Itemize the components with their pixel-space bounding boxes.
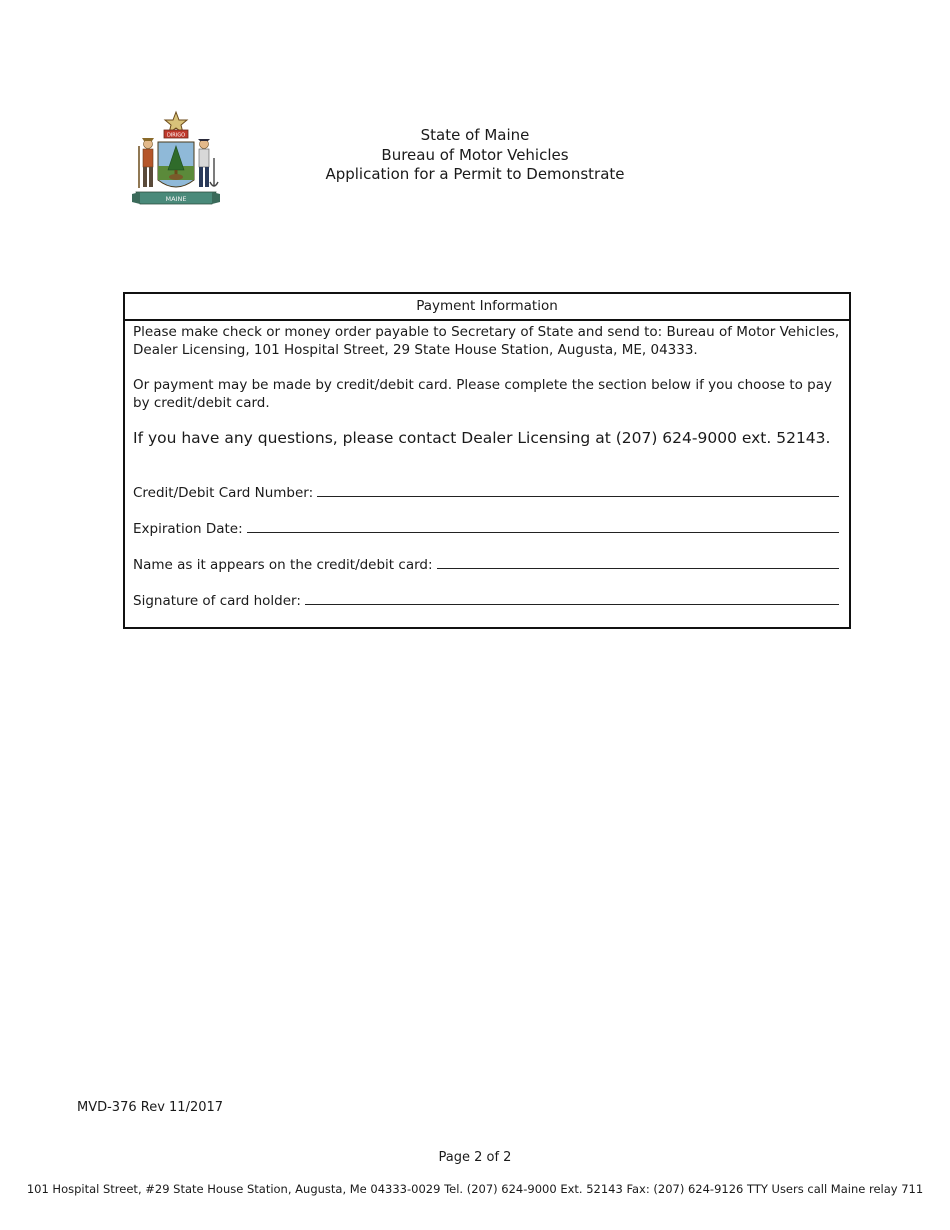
payment-instructions: Please make check or money order payable to Secretary of State and send to: Bureau of Motor Vehicles, Dealer Licensing, 101 Hospital Street, 29 State House Station, Augusta, ME, 04333. — [133, 324, 840, 358]
card-number-label: Credit/Debit Card Number: — [133, 485, 314, 501]
seal-banner-text: DIRIGO — [166, 132, 186, 139]
header-form-title: Application for a Permit to Demonstrate — [325, 165, 625, 183]
expiration-date-label: Expiration Date: — [133, 521, 243, 537]
header-bureau: Bureau of Motor Vehicles — [381, 145, 569, 164]
cardholder-name-field[interactable] — [133, 556, 841, 574]
seal-scroll-text: MAINE — [165, 195, 187, 203]
page-number: Page 2 of 2 — [438, 1150, 512, 1165]
payment-box-title: Payment Information — [125, 294, 849, 321]
form-number: MVD-376 Rev 11/2017 — [77, 1100, 224, 1115]
expiration-date-blank[interactable] — [247, 520, 839, 533]
cardholder-signature-blank[interactable] — [305, 592, 839, 605]
payment-box-body — [125, 321, 849, 610]
payment-information-box — [123, 292, 851, 629]
cardholder-signature-label: Signature of card holder: — [133, 593, 301, 609]
cardholder-name-blank[interactable] — [437, 556, 839, 569]
footer-address: 101 Hospital Street, #29 State House Station, Augusta, Me 04333-0029 Tel. (207) 624-9000 Ext. 52143 Fax: (207) 624-9126 TTY Users call Maine relay 711 — [26, 1182, 924, 1196]
expiration-date-field[interactable] — [133, 520, 841, 538]
card-number-field[interactable] — [133, 484, 841, 502]
document-header — [250, 126, 700, 185]
contact-note: If you have any questions, please contact Dealer Licensing at (207) 624-9000 ext. 52143. — [133, 429, 831, 447]
card-number-blank[interactable] — [317, 484, 839, 497]
header-state: State of Maine — [420, 126, 530, 144]
cardholder-signature-field[interactable] — [133, 592, 841, 610]
cardholder-name-label: Name as it appears on the credit/debit card: — [133, 557, 433, 573]
card-payment-note: Or payment may be made by credit/debit card. Please complete the section below if you choose to pay by credit/debit card. — [133, 377, 833, 411]
maine-state-seal-icon — [128, 110, 224, 214]
